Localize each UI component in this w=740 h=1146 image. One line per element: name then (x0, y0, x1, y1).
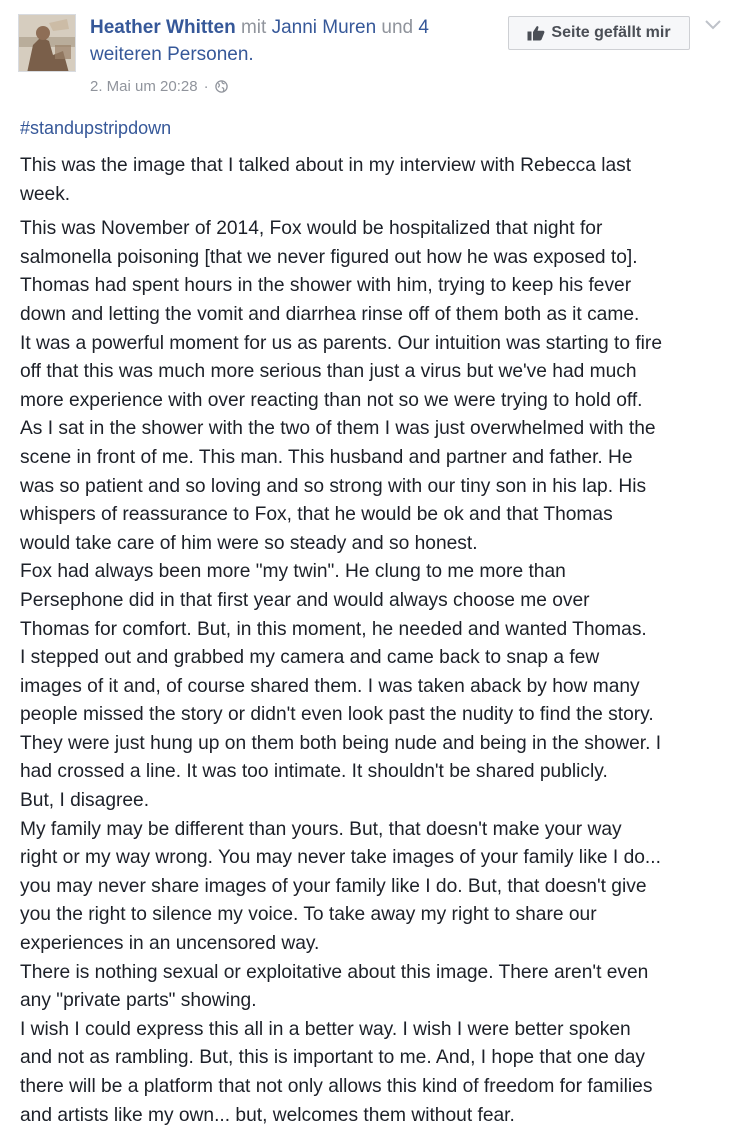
text-line: But, I disagree. (20, 790, 150, 812)
text-line: Fox had always been more "my twin". He clung to me more than (20, 561, 566, 583)
author-name-link[interactable]: Heather Whitten (90, 17, 236, 38)
with-label: mit (240, 17, 267, 38)
and-label: und (381, 17, 414, 38)
post-body (20, 152, 726, 1130)
like-page-label: Seite gefällt mir (551, 24, 671, 41)
chevron-down-icon[interactable] (704, 18, 722, 32)
text-line: off that this was much more serious than just a virus but we've had much (20, 361, 637, 383)
text-line: My family may be different than yours. But, that doesn't make your way (20, 818, 622, 840)
paragraph-intro (20, 152, 726, 209)
text-line: right or my way wrong. You may never take images of your family like I do... (20, 847, 661, 869)
avatar-photo-icon (19, 15, 76, 72)
text-line: was so patient and so loving and so strong with our tiny son in his lap. His (20, 475, 647, 497)
post-header (90, 14, 490, 68)
text-line: I stepped out and grabbed my camera and came back to snap a few (20, 647, 600, 669)
text-line: you may never share images of your family like I do. But, that doesn't give (20, 875, 647, 897)
text-line: This was the image that I talked about in my interview with Rebecca last (20, 155, 632, 176)
thumbs-up-icon (527, 25, 545, 41)
text-line: salmonella poisoning [that we never figured out how he was exposed to]. (20, 246, 638, 268)
post-meta (90, 78, 228, 95)
text-line: had crossed a line. It was too intimate. It shouldn't be shared publicly. (20, 761, 608, 783)
author-avatar[interactable] (18, 14, 76, 72)
text-line: It was a powerful moment for us as parents. Our intuition was starting to fire (20, 332, 662, 354)
others-count-link[interactable]: 4 (418, 17, 429, 38)
text-line: would take care of him were so steady and so honest. (20, 532, 478, 554)
text-line: and artists like my own... but, welcomes them without fear. (20, 1104, 515, 1126)
paragraph-story (20, 215, 726, 1130)
like-page-button[interactable] (508, 16, 690, 50)
text-line: and not as rambling. But, this is important to me. And, I hope that one day (20, 1047, 646, 1069)
text-line: you the right to silence my voice. To take away my right to share our (20, 904, 597, 926)
timestamp-link[interactable]: 2. Mai um 20:28 (90, 78, 198, 95)
text-line: scene in front of me. This man. This husband and partner and father. He (20, 446, 633, 468)
text-line: down and letting the vomit and diarrhea rinse off of them both as it came. (20, 303, 640, 325)
text-line: week. (20, 183, 71, 205)
text-line: whispers of reassurance to Fox, that he would be ok and that Thomas (20, 504, 613, 526)
hashtag-link[interactable]: #standupstripdown (20, 118, 172, 138)
tagged-person-link[interactable]: Janni Muren (271, 17, 377, 38)
text-line: images of it and, of course shared them. I was taken aback by how many (20, 675, 640, 697)
globe-icon[interactable] (215, 80, 228, 93)
meta-separator: · (203, 78, 209, 95)
text-line: There is nothing sexual or exploitative about this image. There aren't even (20, 961, 649, 983)
text-line: They were just hung up on them both being nude and being in the shower. I (20, 732, 662, 754)
text-line: experiences in an uncensored way. (20, 933, 320, 955)
text-line: Thomas for comfort. But, in this moment, he needed and wanted Thomas. (20, 618, 647, 640)
text-line: there will be a platform that not only allows this kind of freedom for families (20, 1076, 653, 1097)
text-line: As I sat in the shower with the two of them I was just overwhelmed with the (20, 418, 656, 440)
text-line: This was November of 2014, Fox would be hospitalized that night for (20, 218, 603, 240)
text-line: Thomas had spent hours in the shower with him, trying to keep his fever (20, 275, 632, 297)
text-line: more experience with over reacting than not so we were trying to hold off. (20, 389, 643, 411)
text-line: Persephone did in that first year and would always choose me over (20, 589, 590, 611)
others-label-link[interactable]: weiteren Personen. (90, 44, 254, 65)
text-line: people missed the story or didn't even look past the nudity to find the story. (20, 704, 654, 726)
text-line: I wish I could express this all in a better way. I wish I were better spoken (20, 1018, 631, 1040)
text-line: any "private parts" showing. (20, 990, 257, 1012)
